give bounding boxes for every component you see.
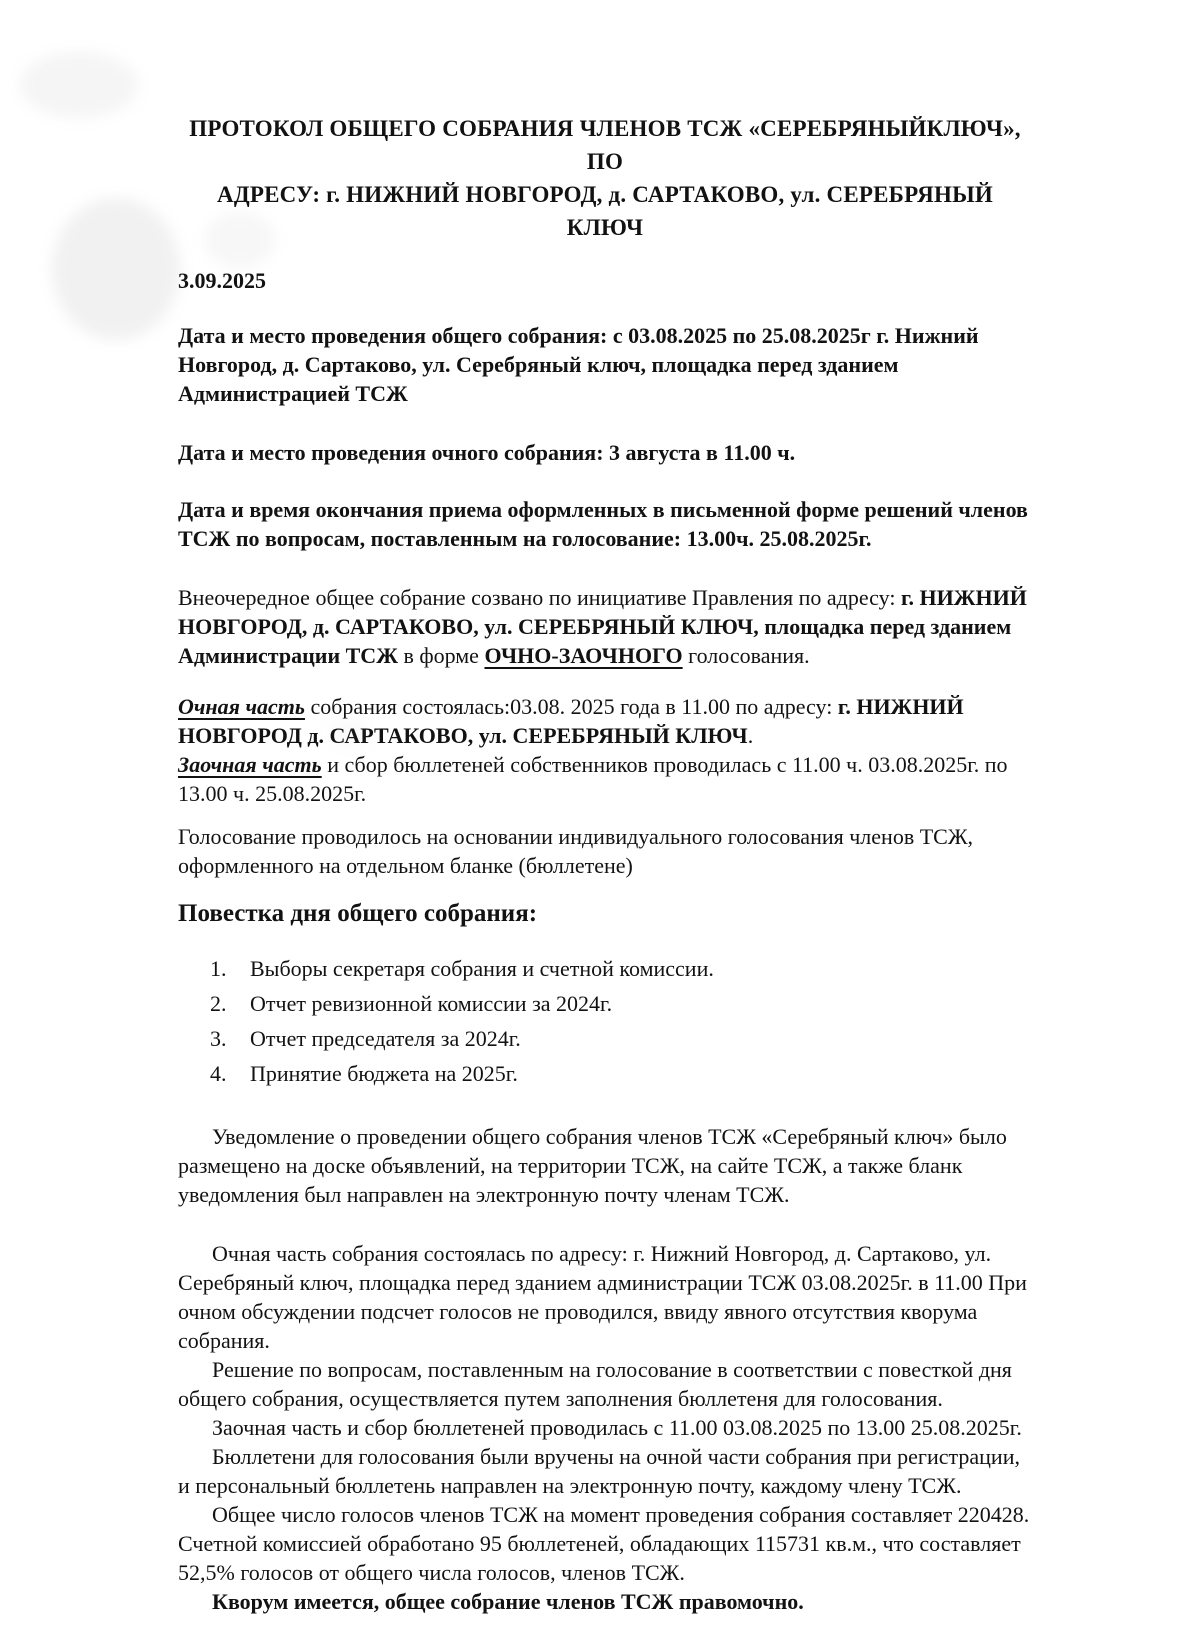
paragraph-vote-totals: Общее число голосов членов ТСЖ на момент проведения собрания составляет 220428. Счетной комиссией обработано 95 бюллетеней, обладающих 115731 кв.м., что составляет 52,5% голосов от общего числа голосов, членов ТСЖ. bbox=[178, 1502, 1030, 1585]
agenda-item bbox=[210, 1024, 1032, 1053]
paragraph-inperson-result: Очная часть собрания состоялась по адресу: г. Нижний Новгород, д. Сартаково, ул. Серебряный ключ, площадка перед зданием администрации ТСЖ 03.08.2025г. в 11.00 При очном обсуждении подсчет голосов не проводился, ввиду явного отсутствия кворума собрания. bbox=[178, 1241, 1027, 1353]
text-run: голосования. bbox=[682, 643, 810, 668]
scan-smudge bbox=[20, 52, 138, 118]
text-run: г. НИЖНИЙ НОВГОРОД д. САРТАКОВО, ул. СЕРЕБРЯНЫЙ КЛЮЧ bbox=[178, 694, 964, 748]
paragraph-absentee-part bbox=[178, 750, 1032, 808]
text-run: ОЧНО-ЗАОЧНОГО bbox=[484, 643, 683, 668]
agenda-item-text: Отчет председателя за 2024г. bbox=[250, 1026, 521, 1051]
agenda-item-number: 1. bbox=[210, 956, 227, 981]
document-title-line1: ПРОТОКОЛ ОБЩЕГО СОБРАНИЯ ЧЛЕНОВ ТСЖ «СЕРЕБРЯНЫЙКЛЮЧ», ПО bbox=[189, 116, 1021, 174]
document-title-line2: АДРЕСУ: г. НИЖНИЙ НОВГОРОД, д. САРТАКОВО, ул. СЕРЕБРЯНЫЙ КЛЮЧ bbox=[217, 182, 993, 240]
agenda-item-text: Выборы секретаря собрания и счетной комиссии. bbox=[250, 956, 714, 981]
scan-smudge bbox=[52, 198, 180, 340]
text-run: Заочная часть bbox=[178, 752, 322, 777]
agenda-item-text: Принятие бюджета на 2025г. bbox=[250, 1061, 518, 1086]
text-run: собрания состоялась:03.08. 2025 года в 11.00 по адресу: bbox=[304, 694, 838, 719]
agenda-item-number: 2. bbox=[210, 991, 227, 1016]
agenda-item bbox=[210, 954, 1032, 983]
paragraph-inperson-meeting-date: Дата и место проведения очного собрания: 3 августа в 11.00 ч. bbox=[178, 440, 796, 465]
paragraph-absentee-period: Заочная часть и сбор бюллетеней проводилась с 11.00 03.08.2025 по 13.00 25.08.2025г. bbox=[212, 1415, 1022, 1440]
agenda-item-number: 4. bbox=[210, 1061, 227, 1086]
paragraph-general-meeting-dates: Дата и место проведения общего собрания: с 03.08.2025 по 25.08.2025г г. Нижний Новгород, д. Сартаково, ул. Серебряный ключ, площадка перед зданием Администрацией ТСЖ bbox=[178, 323, 979, 406]
text-run: г. НИЖНИЙ НОВГОРОД, д. САРТАКОВО, ул. СЕРЕБРЯНЫЙ КЛЮЧ, площадка перед зданием Администрации ТСЖ bbox=[178, 585, 1027, 668]
agenda-item-number: 3. bbox=[210, 1026, 227, 1051]
paragraph-convocation bbox=[178, 583, 1032, 670]
paragraph-ballots-distribution: Бюллетени для голосования были вручены на очной части собрания при регистрации, и персональный бюллетень направлен на электронную почту, каждому члену ТСЖ. bbox=[178, 1444, 1020, 1498]
paragraph-decision-method: Решение по вопросам, поставленным на голосование в соответствии с повесткой дня общего собрания, осуществляется путем заполнения бюллетеня для голосования. bbox=[178, 1357, 1012, 1411]
paragraph-notice: Уведомление о проведении общего собрания членов ТСЖ «Серебряный ключ» было размещено на доске объявлений, на территории ТСЖ, на сайте ТСЖ, а также бланк уведомления был направлен на электронную почту членам ТСЖ. bbox=[178, 1124, 1007, 1207]
text-run: . bbox=[747, 723, 754, 748]
text-run: в форме bbox=[397, 643, 485, 668]
text-run: Очная часть bbox=[178, 694, 305, 719]
paragraph-voting-basis: Голосование проводилось на основании индивидуального голосования членов ТСЖ, оформленного на отдельном бланке (бюллетене) bbox=[178, 824, 974, 878]
agenda-item bbox=[210, 989, 1032, 1018]
agenda-list bbox=[178, 954, 1032, 1088]
text-run: Внеочередное общее собрание созвано по инициативе Правления по адресу: bbox=[178, 585, 901, 610]
agenda-item-text: Отчет ревизионной комиссии за 2024г. bbox=[250, 991, 613, 1016]
paragraph-quorum-statement: Кворум имеется, общее собрание членов ТСЖ правомочно. bbox=[212, 1589, 804, 1614]
paragraph-decision-deadline: Дата и время окончания приема оформленных в письменной форме решений членов ТСЖ по вопросам, поставленным на голосование: 13.00ч. 25.08.2025г. bbox=[178, 497, 1028, 551]
paragraph-inperson-part bbox=[178, 692, 1032, 750]
document-title bbox=[178, 112, 1032, 244]
document-date: 3.09.2025 bbox=[178, 268, 266, 293]
agenda-heading: Повестка дня общего собрания: bbox=[178, 900, 538, 927]
agenda-item bbox=[210, 1059, 1032, 1088]
text-run: и сбор бюллетеней собственников проводилась с 11.00 ч. 03.08.2025г. по 13.00 ч. 25.08.2025г. bbox=[178, 752, 1008, 806]
